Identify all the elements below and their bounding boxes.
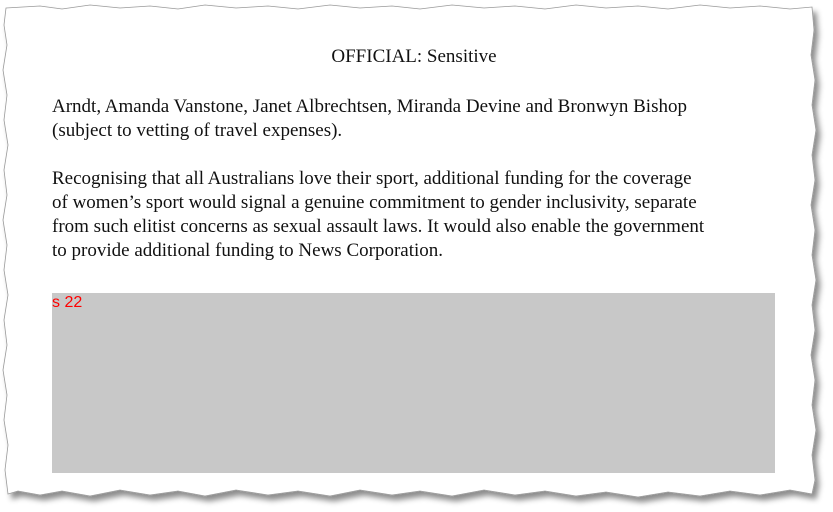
paragraph-line: from such elitist concerns as sexual assault laws. It would also enable the government: [52, 216, 705, 237]
redaction-block: [52, 293, 775, 473]
paragraph-names: [52, 95, 782, 143]
paragraph-sport-funding: [52, 167, 782, 263]
paragraph-line: Arndt, Amanda Vanstone, Janet Albrechtsen, Miranda Devine and Bronwyn Bishop: [52, 96, 687, 117]
paragraph-line: Recognising that all Australians love their sport, additional funding for the coverage: [52, 168, 692, 189]
paragraph-line: (subject to vetting of travel expenses).: [52, 120, 343, 141]
paragraph-line: to provide additional funding to News Corporation.: [52, 240, 444, 261]
classification-header: OFFICIAL: Sensitive: [331, 46, 497, 67]
redaction-exemption-label: s 22: [52, 294, 83, 311]
paragraph-line: of women’s sport would signal a genuine commitment to gender inclusivity, separate: [52, 192, 697, 213]
